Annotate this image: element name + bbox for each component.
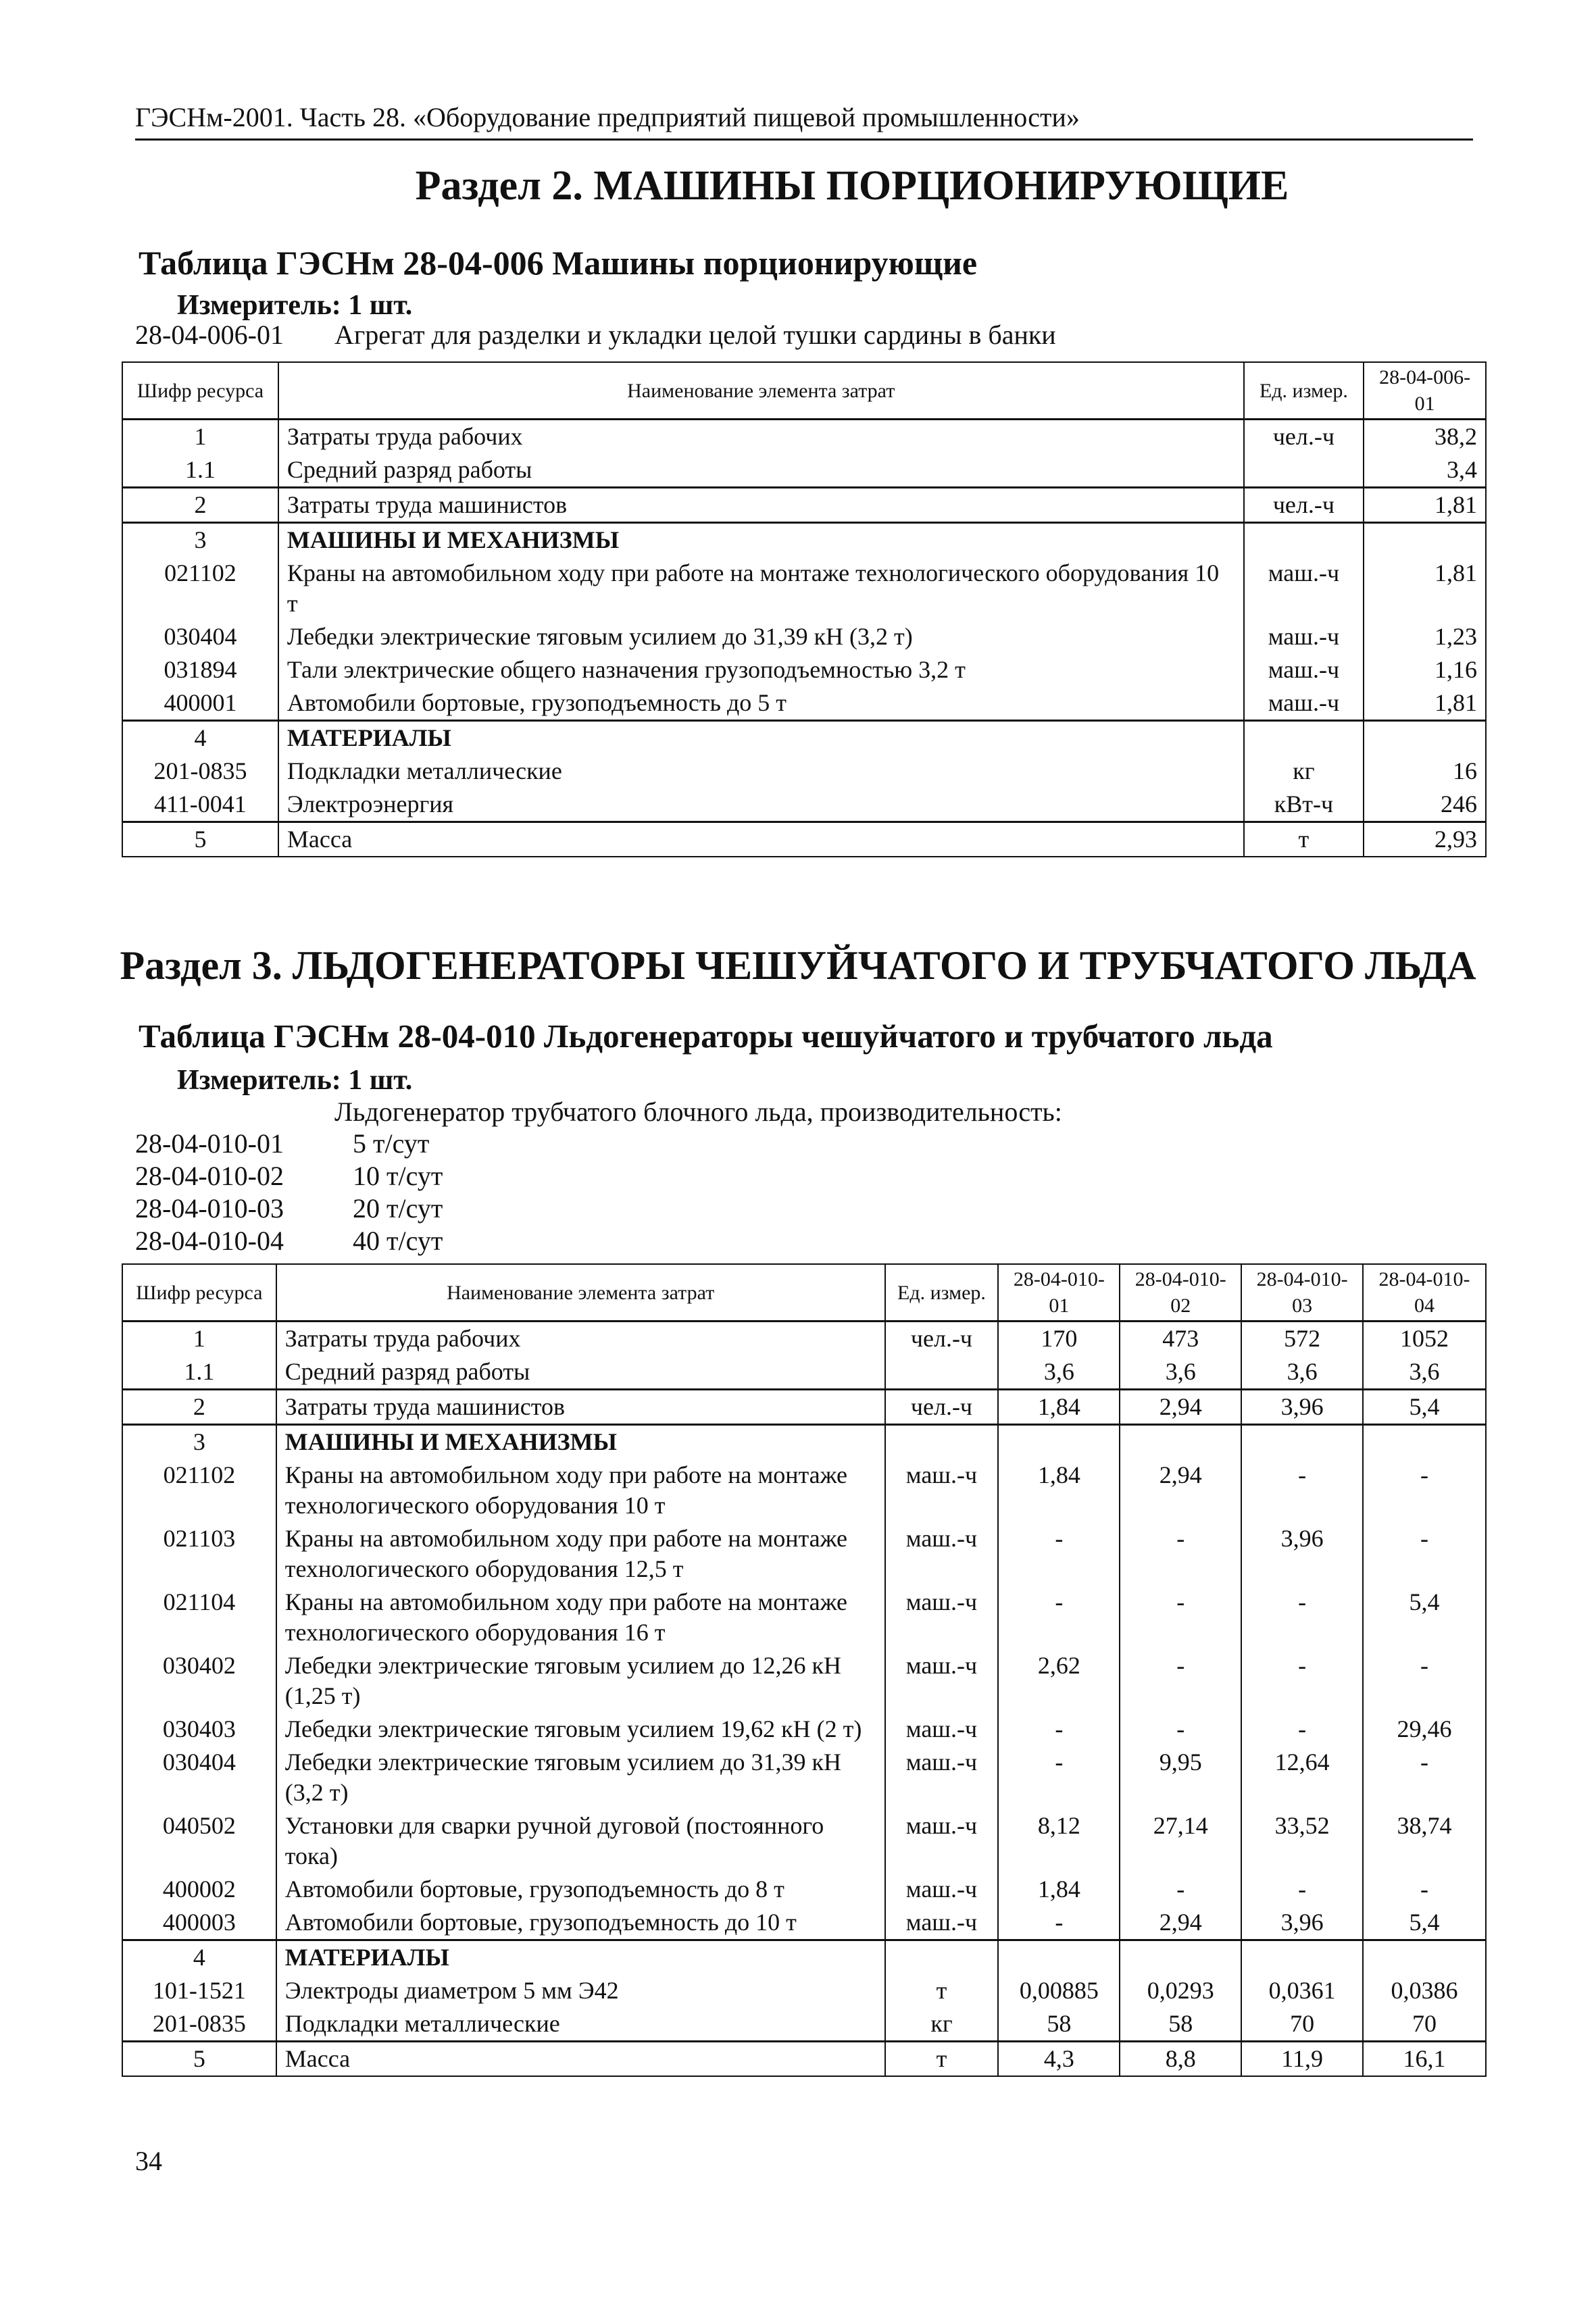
variants-lead: Льдогенератор трубчатого блочного льда, производительность: bbox=[334, 1097, 1062, 1127]
table-row bbox=[122, 788, 1486, 822]
norm-value: 29,46 bbox=[1363, 1713, 1486, 1746]
norm-value: 3,6 bbox=[1363, 1355, 1486, 1390]
norm-value: - bbox=[1363, 1459, 1486, 1522]
norm-value: 2,94 bbox=[1120, 1390, 1241, 1425]
unit-of-measure: чел.-ч bbox=[885, 1322, 999, 1356]
unit-of-measure: маш.-ч bbox=[885, 1746, 999, 1809]
norm-value: - bbox=[1363, 1873, 1486, 1906]
unit-of-measure: т bbox=[885, 1974, 999, 2007]
table-row bbox=[122, 755, 1486, 788]
header-unit: Ед. измер. bbox=[885, 1264, 999, 1322]
norm-value: 38,2 bbox=[1364, 420, 1486, 454]
cost-element-name: Автомобили бортовые, грузоподъемность до 5 т bbox=[278, 686, 1244, 721]
variant-code: 28-04-010-04 bbox=[135, 1226, 284, 1256]
resource-code: 021102 bbox=[122, 557, 278, 620]
table-row bbox=[122, 1586, 1486, 1649]
unit-of-measure bbox=[885, 1425, 999, 1459]
norm-value: 170 bbox=[998, 1322, 1120, 1356]
table-row bbox=[122, 822, 1486, 857]
unit-of-measure: маш.-ч bbox=[885, 1459, 999, 1522]
resource-code: 030404 bbox=[122, 1746, 276, 1809]
table-row bbox=[122, 488, 1486, 523]
resource-code: 201-0835 bbox=[122, 755, 278, 788]
table-row bbox=[122, 1390, 1486, 1425]
cost-element-name: Электроды диаметром 5 мм Э42 bbox=[276, 1974, 885, 2007]
unit-of-measure: чел.-ч bbox=[1244, 420, 1364, 454]
norm-value: - bbox=[998, 1586, 1120, 1649]
unit-of-measure bbox=[1244, 453, 1364, 488]
cost-element-name: Масса bbox=[276, 2042, 885, 2077]
norm-value bbox=[1241, 1425, 1363, 1459]
resource-code: 5 bbox=[122, 2042, 276, 2077]
resource-code: 021102 bbox=[122, 1459, 276, 1522]
resource-code: 040502 bbox=[122, 1809, 276, 1873]
norm-value: 38,74 bbox=[1363, 1809, 1486, 1873]
unit-of-measure: чел.-ч bbox=[885, 1390, 999, 1425]
unit-of-measure: маш.-ч bbox=[1244, 653, 1364, 686]
table-28-04-006 bbox=[122, 361, 1487, 857]
norm-value: - bbox=[1241, 1713, 1363, 1746]
table-body bbox=[122, 420, 1486, 857]
resource-code: 1.1 bbox=[122, 453, 278, 488]
norm-value: 5,4 bbox=[1363, 1586, 1486, 1649]
table-body bbox=[122, 1322, 1486, 2077]
table-row bbox=[122, 1940, 1486, 1975]
table-row bbox=[122, 1649, 1486, 1713]
resource-code: 030402 bbox=[122, 1649, 276, 1713]
resource-code: 021104 bbox=[122, 1586, 276, 1649]
norm-value: 58 bbox=[1120, 2007, 1241, 2042]
cost-element-name: Автомобили бортовые, грузоподъемность до 8 т bbox=[276, 1873, 885, 1906]
table-row bbox=[122, 1425, 1486, 1459]
norm-value: 2,93 bbox=[1364, 822, 1486, 857]
resource-code: 400002 bbox=[122, 1873, 276, 1906]
unit-of-measure bbox=[1244, 523, 1364, 557]
table-row bbox=[122, 1873, 1486, 1906]
norm-value: - bbox=[998, 1522, 1120, 1586]
norm-value: - bbox=[1241, 1873, 1363, 1906]
norm-value bbox=[1363, 1940, 1486, 1975]
norm-value: 12,64 bbox=[1241, 1746, 1363, 1809]
header-name: Наименование элемента затрат bbox=[278, 362, 1244, 420]
variant-text: 10 т/сут bbox=[353, 1161, 443, 1191]
norm-value: 246 bbox=[1364, 788, 1486, 822]
cost-element-name: Затраты труда рабочих bbox=[276, 1322, 885, 1356]
table-row bbox=[122, 1809, 1486, 1873]
norm-value: - bbox=[1241, 1649, 1363, 1713]
section-3-title: Раздел 3. ЛЬДОГЕНЕРАТОРЫ ЧЕШУЙЧАТОГО И ТРУБЧАТОГО ЛЬДА bbox=[120, 943, 1476, 988]
table-row bbox=[122, 1974, 1486, 2007]
norm-value bbox=[998, 1425, 1120, 1459]
norm-value: 1,16 bbox=[1364, 653, 1486, 686]
norm-value: 5,4 bbox=[1363, 1906, 1486, 1940]
norm-value: 3,4 bbox=[1364, 453, 1486, 488]
resource-code: 1 bbox=[122, 1322, 276, 1356]
norm-value: - bbox=[1363, 1649, 1486, 1713]
unit-of-measure: чел.-ч bbox=[1244, 488, 1364, 523]
page-number: 34 bbox=[135, 2146, 162, 2176]
norm-value: 27,14 bbox=[1120, 1809, 1241, 1873]
table-row bbox=[122, 2007, 1486, 2042]
unit-of-measure: маш.-ч bbox=[1244, 557, 1364, 620]
norm-code: 28-04-006-01 bbox=[135, 320, 284, 350]
unit-of-measure: маш.-ч bbox=[1244, 620, 1364, 653]
norm-value: - bbox=[998, 1906, 1120, 1940]
resource-code: 1.1 bbox=[122, 1355, 276, 1390]
table-row bbox=[122, 653, 1486, 686]
norm-value: 0,0293 bbox=[1120, 1974, 1241, 2007]
cost-element-name: Затраты труда машинистов bbox=[276, 1390, 885, 1425]
unit-of-measure: маш.-ч bbox=[885, 1809, 999, 1873]
table-row bbox=[122, 2042, 1486, 2077]
resource-code: 031894 bbox=[122, 653, 278, 686]
resource-code: 030403 bbox=[122, 1713, 276, 1746]
norm-value: 3,96 bbox=[1241, 1522, 1363, 1586]
header-column: 28-04-010-04 bbox=[1363, 1264, 1486, 1322]
cost-element-name: Лебедки электрические тяговым усилием 19,62 кН (2 т) bbox=[276, 1713, 885, 1746]
cost-element-name: Средний разряд работы bbox=[276, 1355, 885, 1390]
resource-code: 400001 bbox=[122, 686, 278, 721]
norm-value: - bbox=[1241, 1459, 1363, 1522]
unit-of-measure bbox=[1244, 721, 1364, 755]
header-column: 28-04-010-02 bbox=[1120, 1264, 1241, 1322]
norm-value bbox=[1120, 1940, 1241, 1975]
unit-of-measure: маш.-ч bbox=[885, 1873, 999, 1906]
norm-value bbox=[1364, 721, 1486, 755]
norm-value: 1,23 bbox=[1364, 620, 1486, 653]
norm-value: 572 bbox=[1241, 1322, 1363, 1356]
unit-of-measure: маш.-ч bbox=[885, 1906, 999, 1940]
variant-code: 28-04-010-03 bbox=[135, 1193, 284, 1224]
table-row bbox=[122, 1906, 1486, 1940]
cost-element-name: Краны на автомобильном ходу при работе на монтаже технологического оборудования 10 т bbox=[276, 1459, 885, 1522]
norm-value: - bbox=[1241, 1586, 1363, 1649]
norm-value: 3,6 bbox=[998, 1355, 1120, 1390]
norm-value bbox=[1363, 1425, 1486, 1459]
table-row bbox=[122, 1746, 1486, 1809]
table-row bbox=[122, 453, 1486, 488]
resource-code: 201-0835 bbox=[122, 2007, 276, 2042]
norm-value: 473 bbox=[1120, 1322, 1241, 1356]
cost-element-name: Тали электрические общего назначения грузоподъемностью 3,2 т bbox=[278, 653, 1244, 686]
section-2-title: Раздел 2. МАШИНЫ ПОРЦИОНИРУЮЩИЕ bbox=[415, 163, 1289, 209]
table-28-04-010-title: Таблица ГЭСНм 28-04-010 Льдогенераторы чешуйчатого и трубчатого льда bbox=[139, 1017, 1273, 1055]
running-head: ГЭСНм-2001. Часть 28. «Оборудование предприятий пищевой промышленности» bbox=[135, 102, 1080, 132]
cost-element-name: Подкладки металлические bbox=[276, 2007, 885, 2042]
cost-element-name: Установки для сварки ручной дуговой (постоянного тока) bbox=[276, 1809, 885, 1873]
norm-value: - bbox=[1120, 1649, 1241, 1713]
cost-element-name: Лебедки электрические тяговым усилием до 31,39 кН (3,2 т) bbox=[276, 1746, 885, 1809]
table-row bbox=[122, 557, 1486, 620]
header-rule bbox=[135, 139, 1473, 141]
variant-code: 28-04-010-01 bbox=[135, 1128, 284, 1159]
variant-text: 20 т/сут bbox=[353, 1193, 443, 1224]
norm-value: 70 bbox=[1363, 2007, 1486, 2042]
resource-code: 3 bbox=[122, 523, 278, 557]
header-column: 28-04-010-01 bbox=[998, 1264, 1120, 1322]
norm-value: 1052 bbox=[1363, 1322, 1486, 1356]
norm-value: - bbox=[998, 1713, 1120, 1746]
unit-of-measure: т bbox=[1244, 822, 1364, 857]
norm-value: 11,9 bbox=[1241, 2042, 1363, 2077]
norm-value: 70 bbox=[1241, 2007, 1363, 2042]
norm-value: 58 bbox=[998, 2007, 1120, 2042]
resource-code: 4 bbox=[122, 721, 278, 755]
norm-value: 0,0386 bbox=[1363, 1974, 1486, 2007]
table-header-row bbox=[122, 362, 1486, 420]
norm-value: 1,84 bbox=[998, 1459, 1120, 1522]
cost-element-name: Масса bbox=[278, 822, 1244, 857]
resource-code: 2 bbox=[122, 488, 278, 523]
cost-element-name: Краны на автомобильном ходу при работе на монтаже технологического оборудования 12,5 т bbox=[276, 1522, 885, 1586]
table-row bbox=[122, 686, 1486, 721]
table-row bbox=[122, 523, 1486, 557]
cost-element-name: Автомобили бортовые, грузоподъемность до 10 т bbox=[276, 1906, 885, 1940]
norm-description: Агрегат для разделки и укладки целой тушки сардины в банки bbox=[334, 320, 1056, 350]
resource-code: 030404 bbox=[122, 620, 278, 653]
norm-value: 2,62 bbox=[998, 1649, 1120, 1713]
norm-value bbox=[1241, 1940, 1363, 1975]
cost-element-name: МАШИНЫ И МЕХАНИЗМЫ bbox=[278, 523, 1244, 557]
table-28-04-006-measure: Измеритель: 1 шт. bbox=[177, 290, 413, 321]
cost-element-name: Затраты труда рабочих bbox=[278, 420, 1244, 454]
norm-value: 0,00885 bbox=[998, 1974, 1120, 2007]
unit-of-measure: кг bbox=[885, 2007, 999, 2042]
unit-of-measure: маш.-ч bbox=[1244, 686, 1364, 721]
cost-element-name: Краны на автомобильном ходу при работе на монтаже технологического оборудования 10 т bbox=[278, 557, 1244, 620]
unit-of-measure bbox=[885, 1355, 999, 1390]
norm-value: 1,84 bbox=[998, 1390, 1120, 1425]
norm-value bbox=[998, 1940, 1120, 1975]
norm-value: - bbox=[1363, 1522, 1486, 1586]
norm-value: 3,6 bbox=[1120, 1355, 1241, 1390]
unit-of-measure: кВт-ч bbox=[1244, 788, 1364, 822]
variant-code: 28-04-010-02 bbox=[135, 1161, 284, 1191]
resource-code: 4 bbox=[122, 1940, 276, 1975]
norm-value bbox=[1364, 523, 1486, 557]
table-row bbox=[122, 721, 1486, 755]
norm-value: - bbox=[1120, 1873, 1241, 1906]
resource-code: 2 bbox=[122, 1390, 276, 1425]
norm-value bbox=[1120, 1425, 1241, 1459]
norm-value: 1,81 bbox=[1364, 488, 1486, 523]
unit-of-measure: маш.-ч bbox=[885, 1649, 999, 1713]
norm-value: - bbox=[1120, 1522, 1241, 1586]
header-unit: Ед. измер. bbox=[1244, 362, 1364, 420]
unit-of-measure bbox=[885, 1940, 999, 1975]
norm-value: 1,84 bbox=[998, 1873, 1120, 1906]
resource-code: 1 bbox=[122, 420, 278, 454]
norm-value: - bbox=[1120, 1586, 1241, 1649]
resource-code: 021103 bbox=[122, 1522, 276, 1586]
table-28-04-006-title: Таблица ГЭСНм 28-04-006 Машины порционирующие bbox=[139, 244, 978, 282]
cost-element-name: Краны на автомобильном ходу при работе на монтаже технологического оборудования 16 т bbox=[276, 1586, 885, 1649]
resource-code: 400003 bbox=[122, 1906, 276, 1940]
norm-value: 2,94 bbox=[1120, 1906, 1241, 1940]
norm-value: 33,52 bbox=[1241, 1809, 1363, 1873]
cost-element-name: Подкладки металлические bbox=[278, 755, 1244, 788]
norm-value: - bbox=[998, 1746, 1120, 1809]
norm-value: 9,95 bbox=[1120, 1746, 1241, 1809]
variant-text: 40 т/сут bbox=[353, 1226, 443, 1256]
norm-value: 1,81 bbox=[1364, 557, 1486, 620]
resource-code: 5 bbox=[122, 822, 278, 857]
norm-value: 5,4 bbox=[1363, 1390, 1486, 1425]
table-header-row bbox=[122, 1264, 1486, 1322]
header-code: Шифр ресурса bbox=[122, 362, 278, 420]
unit-of-measure: т bbox=[885, 2042, 999, 2077]
resource-code: 411-0041 bbox=[122, 788, 278, 822]
unit-of-measure: маш.-ч bbox=[885, 1586, 999, 1649]
table-28-04-010-measure: Измеритель: 1 шт. bbox=[177, 1065, 413, 1096]
unit-of-measure: кг bbox=[1244, 755, 1364, 788]
norm-value: 16,1 bbox=[1363, 2042, 1486, 2077]
table-row bbox=[122, 1522, 1486, 1586]
header-column: 28-04-010-03 bbox=[1241, 1264, 1363, 1322]
cost-element-name: МАТЕРИАЛЫ bbox=[278, 721, 1244, 755]
table-row bbox=[122, 1322, 1486, 1356]
norm-value: 3,6 bbox=[1241, 1355, 1363, 1390]
cost-element-name: Электроэнергия bbox=[278, 788, 1244, 822]
header-code: Шифр ресурса bbox=[122, 1264, 276, 1322]
norm-value: 2,94 bbox=[1120, 1459, 1241, 1522]
unit-of-measure: маш.-ч bbox=[885, 1713, 999, 1746]
header-column: 28-04-006-01 bbox=[1364, 362, 1486, 420]
resource-code: 3 bbox=[122, 1425, 276, 1459]
cost-element-name: Затраты труда машинистов bbox=[278, 488, 1244, 523]
table-row bbox=[122, 1355, 1486, 1390]
norm-value: - bbox=[1120, 1713, 1241, 1746]
resource-code: 101-1521 bbox=[122, 1974, 276, 2007]
norm-value: 16 bbox=[1364, 755, 1486, 788]
norm-value: 1,81 bbox=[1364, 686, 1486, 721]
header-name: Наименование элемента затрат bbox=[276, 1264, 885, 1322]
table-row bbox=[122, 1459, 1486, 1522]
cost-element-name: Средний разряд работы bbox=[278, 453, 1244, 488]
norm-value: 8,8 bbox=[1120, 2042, 1241, 2077]
table-row bbox=[122, 420, 1486, 454]
cost-element-name: МАШИНЫ И МЕХАНИЗМЫ bbox=[276, 1425, 885, 1459]
norm-value: 4,3 bbox=[998, 2042, 1120, 2077]
cost-element-name: Лебедки электрические тяговым усилием до 12,26 кН (1,25 т) bbox=[276, 1649, 885, 1713]
cost-element-name: МАТЕРИАЛЫ bbox=[276, 1940, 885, 1975]
norm-value: 8,12 bbox=[998, 1809, 1120, 1873]
table-28-04-010 bbox=[122, 1263, 1487, 2077]
table-row bbox=[122, 620, 1486, 653]
norm-value: 3,96 bbox=[1241, 1906, 1363, 1940]
unit-of-measure: маш.-ч bbox=[885, 1522, 999, 1586]
table-row bbox=[122, 1713, 1486, 1746]
norm-value: 3,96 bbox=[1241, 1390, 1363, 1425]
variant-text: 5 т/сут bbox=[353, 1128, 430, 1159]
cost-element-name: Лебедки электрические тяговым усилием до 31,39 кН (3,2 т) bbox=[278, 620, 1244, 653]
norm-value: - bbox=[1363, 1746, 1486, 1809]
norm-value: 0,0361 bbox=[1241, 1974, 1363, 2007]
